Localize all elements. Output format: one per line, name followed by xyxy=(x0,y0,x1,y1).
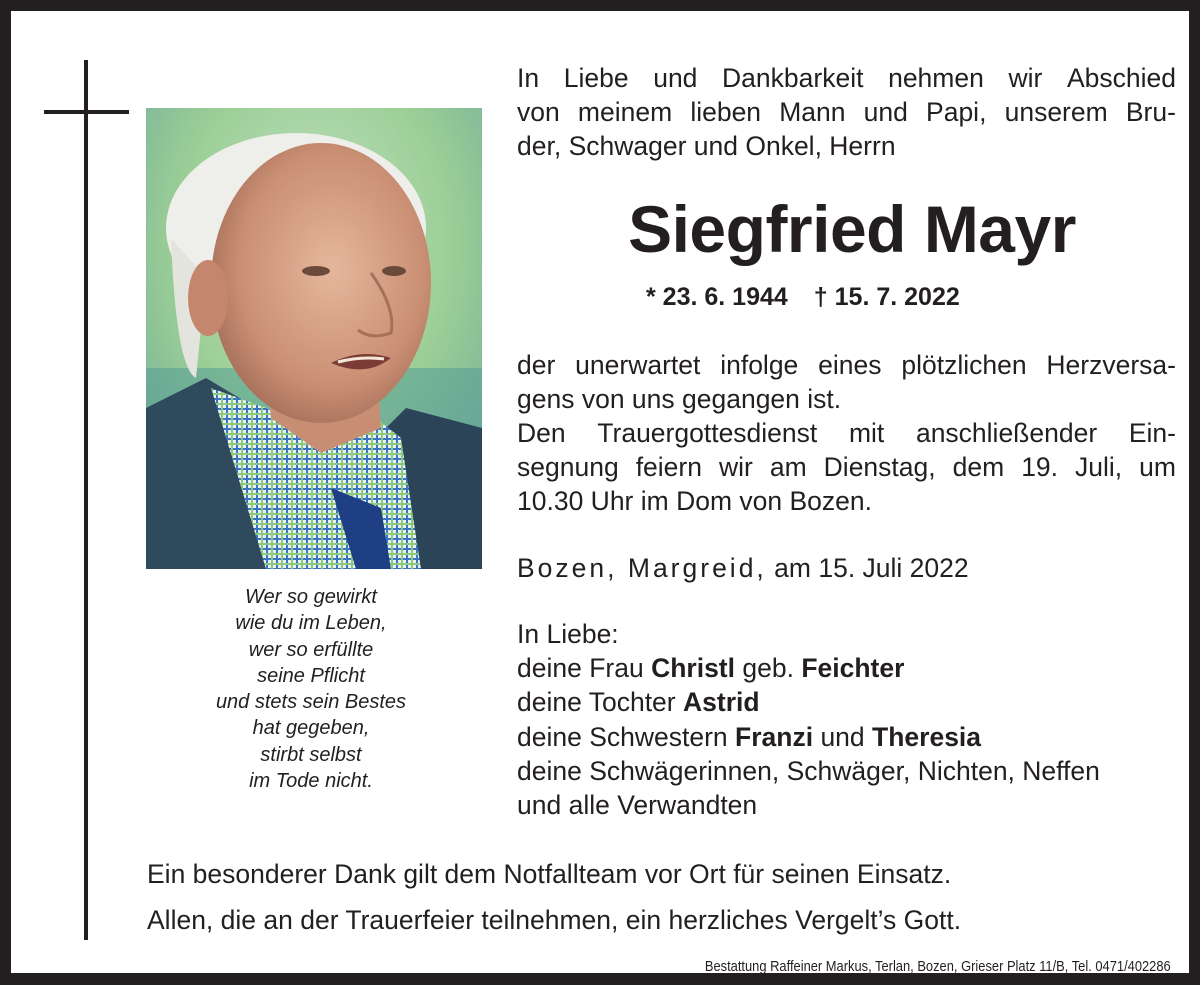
life-dates xyxy=(646,281,960,313)
intro-line xyxy=(517,95,1176,129)
body-line xyxy=(517,348,1176,382)
family-member-name: Christl xyxy=(651,653,735,684)
intro-text xyxy=(517,61,1176,163)
word: wir xyxy=(1008,63,1043,93)
family-line xyxy=(517,754,1100,788)
word: Trauergottesdienst xyxy=(597,418,818,448)
poem-line: stirbt selbst xyxy=(260,743,362,766)
place-date xyxy=(517,551,969,585)
word: infolge xyxy=(720,350,799,380)
obituary-card xyxy=(11,11,1189,973)
word: lieben xyxy=(690,97,762,127)
family-member-name: Astrid xyxy=(683,687,760,718)
thanks-text xyxy=(147,851,961,943)
deceased-name: Siegfried Mayr xyxy=(628,192,1076,266)
cross-icon xyxy=(84,60,88,940)
body-line xyxy=(517,450,1176,484)
family-line xyxy=(517,685,1100,719)
poem-line: Wer so gewirkt xyxy=(245,586,377,608)
word: meinem xyxy=(577,97,673,127)
word: Juli, xyxy=(1075,452,1123,482)
place: Bozen, Margreid, xyxy=(517,553,767,583)
word: und xyxy=(863,97,908,127)
word: Herzversa- xyxy=(1046,350,1176,380)
birth-date: * 23. 6. 1944 xyxy=(646,283,788,311)
death-date: † 15. 7. 2022 xyxy=(813,283,960,311)
family-list xyxy=(517,617,1100,822)
word: Bru- xyxy=(1125,97,1176,127)
cross-icon-bar xyxy=(44,110,129,114)
word: unerwartet xyxy=(575,350,701,380)
word: In xyxy=(517,63,540,93)
poem-line: wer so erfüllte xyxy=(248,638,374,661)
word: segnung xyxy=(517,452,619,482)
family-text: und xyxy=(813,721,873,752)
family-text: deine Schwägerinnen, Schwäger, Nichten, Neffen xyxy=(517,755,1100,786)
word: Dienstag, xyxy=(823,452,936,482)
word: anschließender xyxy=(915,418,1098,448)
portrait-illustration xyxy=(146,108,482,569)
word: von xyxy=(517,97,560,127)
poem xyxy=(161,584,461,794)
word: Ein- xyxy=(1128,418,1176,448)
word: Dankbarkeit xyxy=(722,63,864,93)
word: Papi, xyxy=(926,97,987,127)
funeral-home-footer: Bestattung Raffeiner Markus, Terlan, Bozen, Grieser Platz 11/B, Tel. 0471/402286 xyxy=(705,958,1171,975)
poem-line: und stets sein Bestes xyxy=(215,691,407,714)
announcement-text xyxy=(517,348,1176,518)
family-member-name: Theresia xyxy=(872,721,982,752)
word: am xyxy=(769,452,807,482)
family-text: geb. xyxy=(735,653,802,684)
family-line xyxy=(517,651,1100,685)
poem-line: wie du im Leben, xyxy=(235,612,387,635)
word: unserem xyxy=(1004,97,1108,127)
word: Liebe xyxy=(563,63,629,93)
family-line xyxy=(517,788,1100,822)
word: mit xyxy=(848,418,885,448)
word: um xyxy=(1139,452,1176,482)
family-member-name: Feichter xyxy=(801,653,905,684)
word: 19. xyxy=(1021,452,1059,482)
body-line xyxy=(517,416,1176,450)
family-heading: In Liebe: xyxy=(517,619,619,649)
thanks-line: Ein besonderer Dank gilt dem Notfallteam vor Ort für seinen Einsatz. xyxy=(147,859,952,889)
thanks-line: Allen, die an der Trauerfeier teilnehmen, ein herzliches Vergelt’s Gott. xyxy=(147,905,962,935)
word: dem xyxy=(952,452,1005,482)
intro-line xyxy=(517,61,1176,95)
family-text: und alle Verwandten xyxy=(517,790,758,821)
poem-line: im Tode nicht. xyxy=(249,770,373,793)
word: wir xyxy=(718,452,753,482)
body-line: gens von uns gegangen ist. xyxy=(517,384,842,414)
word: Den xyxy=(517,418,566,448)
body-line: 10.30 Uhr im Dom von Bozen. xyxy=(517,486,872,516)
word: plötzlichen xyxy=(901,350,1027,380)
word: nehmen xyxy=(888,63,984,93)
word: der xyxy=(517,350,556,380)
date: am 15. Juli 2022 xyxy=(774,553,969,583)
poem-line: seine Pflicht xyxy=(257,664,365,687)
family-member-name: Franzi xyxy=(735,721,814,752)
poem-line: hat gegeben, xyxy=(252,717,370,740)
word: und xyxy=(653,63,698,93)
word: Abschied xyxy=(1066,63,1176,93)
word: eines xyxy=(818,350,882,380)
family-text: deine Tochter xyxy=(517,687,683,718)
portrait-photo xyxy=(146,108,482,569)
family-text: deine Schwestern xyxy=(517,721,736,752)
family-text: deine Frau xyxy=(517,653,652,684)
word: feiern xyxy=(635,452,702,482)
word: Mann xyxy=(779,97,846,127)
family-line xyxy=(517,720,1100,754)
intro-line: der, Schwager und Onkel, Herrn xyxy=(517,131,896,161)
